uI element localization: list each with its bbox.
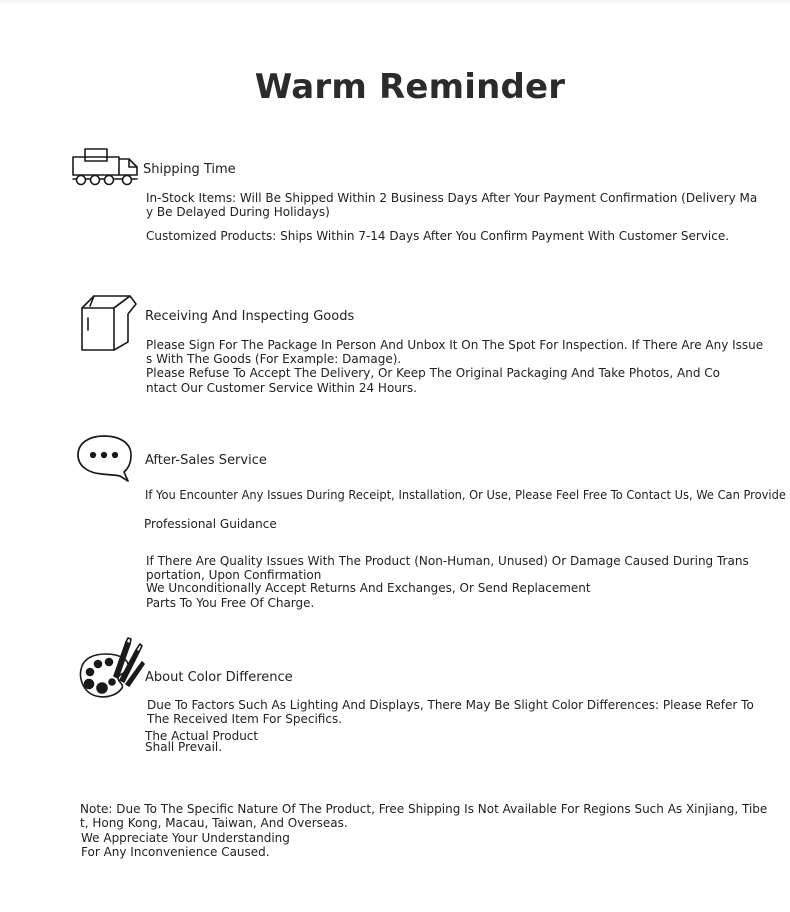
shipping-text-line: Customized Products: Ships Within 7-14 Days After You Confirm Payment With Customer Service.: [146, 229, 730, 243]
after-sales-text-line: portation, Upon Confirmation: [146, 568, 322, 582]
note-text-line: Note: Due To The Specific Nature Of The Product, Free Shipping Is Not Available For Regions Such As Xinjiang, Tibe: [80, 802, 768, 816]
after-sales-heading: After-Sales Service: [145, 453, 267, 468]
after-sales-text-line: If There Are Quality Issues With The Product (Non-Human, Unused) Or Damage Caused During Trans: [146, 554, 749, 568]
color-text-line: Shall Prevail.: [145, 740, 223, 754]
receiving-text-line: s With The Goods (For Example: Damage).: [146, 352, 402, 366]
shipping-text-line: In-Stock Items: Will Be Shipped Within 2 Business Days After Your Payment Confirmation (Delivery Ma: [146, 191, 758, 205]
after-sales-text-line: Professional Guidance: [144, 517, 277, 531]
color-text-line: The Received Item For Specifics.: [147, 712, 343, 726]
receiving-text-line: ntact Our Customer Service Within 24 Hours.: [146, 381, 417, 395]
receiving-text-line: Please Refuse To Accept The Delivery, Or Keep The Original Packaging And Take Photos, And Co: [146, 366, 720, 380]
box-icon: [78, 294, 138, 352]
receiving-heading: Receiving And Inspecting Goods: [145, 309, 355, 324]
chat-bubble-icon: [76, 433, 134, 483]
shipping-heading: Shipping Time: [143, 162, 236, 177]
receiving-text-line: Please Sign For The Package In Person And Unbox It On The Spot For Inspection. If There Are Any Issue: [146, 338, 764, 352]
color-text-line: Due To Factors Such As Lighting And Displays, There May Be Slight Color Differences: Please Refer To: [147, 698, 754, 712]
after-sales-text-line: Parts To You Free Of Charge.: [146, 596, 315, 610]
after-sales-text-line: If You Encounter Any Issues During Receipt, Installation, Or Use, Please Feel Free To Contact Us, We Can Provide: [145, 488, 786, 502]
note-text-line: We Appreciate Your Understanding: [81, 831, 290, 845]
after-sales-text-line: We Unconditionally Accept Returns And Exchanges, Or Send Replacement: [146, 581, 591, 595]
color-heading: About Color Difference: [145, 670, 293, 685]
color-text-line: The Actual Product: [145, 729, 259, 743]
note-text-line: t, Hong Kong, Macau, Taiwan, And Overseas.: [80, 816, 348, 830]
top-divider: [0, 0, 790, 5]
note-text-line: For Any Inconvenience Caused.: [81, 845, 270, 859]
page-title: Warm Reminder: [254, 67, 566, 107]
palette-icon: [76, 636, 146, 700]
shipping-text-line: y Be Delayed During Holidays): [146, 205, 330, 219]
truck-icon: [71, 147, 139, 189]
